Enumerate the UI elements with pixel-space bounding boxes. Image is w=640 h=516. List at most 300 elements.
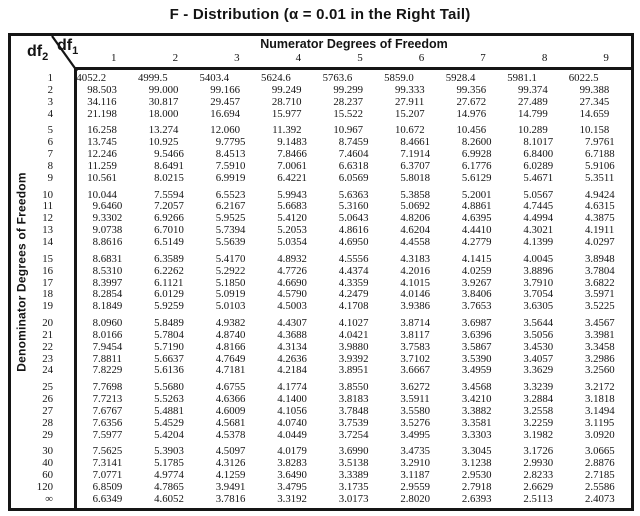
column-header-2: 2 <box>172 52 179 64</box>
column-header-5: 5 <box>357 52 363 64</box>
f-value: 16 .258 <box>87 124 117 137</box>
table-row <box>11 342 631 354</box>
f-value: 8 .0215 <box>154 171 184 184</box>
table-row <box>11 406 631 418</box>
f-value: 6 .5523 <box>215 188 246 201</box>
column-variable-label: $df_1$ <box>57 37 79 58</box>
f-value: 4 .0179 <box>277 445 307 458</box>
f-value: 5 .4120 <box>277 212 307 225</box>
f-value: 3 .2986 <box>584 352 615 365</box>
f-value: 4 .6052 <box>154 492 184 505</box>
f-value: 3 .6667 <box>400 364 431 377</box>
f-value: 4 .0740 <box>277 416 307 429</box>
table-row <box>11 237 631 249</box>
row-header: 10 <box>42 188 53 201</box>
f-value: 7 .5625 <box>92 445 123 458</box>
row-header: 60 <box>42 469 53 482</box>
f-value: 8 .1849 <box>92 300 123 313</box>
f-value: 5 .7394 <box>215 224 246 237</box>
table-row <box>11 161 631 173</box>
f-value: 5 .8489 <box>154 317 184 330</box>
f-value: 5 .0919 <box>215 288 246 301</box>
f-value: 8 .2600 <box>461 136 492 149</box>
row-header: 27 <box>42 404 53 417</box>
f-value: 3 .7054 <box>523 288 554 301</box>
f-value: 4 .8166 <box>215 340 246 353</box>
f-value: 9 .5466 <box>154 148 184 161</box>
f-value: 4 .8616 <box>338 224 369 237</box>
f-value: 2 .5113 <box>523 492 553 505</box>
f-value: 3 .1726 <box>523 445 554 458</box>
f-value: 2 .6629 <box>523 481 554 493</box>
f-value: 2 .5586 <box>584 481 615 493</box>
column-header-6: 6 <box>418 52 425 64</box>
f-value: 9 .7795 <box>215 136 246 149</box>
f-value: 5 .0103 <box>215 300 246 313</box>
f-value: 7 .8466 <box>277 148 307 161</box>
f-value: 3 .8714 <box>400 317 431 330</box>
f-value: 3 .5971 <box>584 288 615 301</box>
f-value: 5 .4529 <box>154 416 184 429</box>
f-value: 6 .9919 <box>215 171 246 184</box>
row-header: 9 <box>47 171 53 184</box>
column-headers <box>83 52 637 64</box>
row-header: 21 <box>42 328 53 341</box>
f-value: 4 .8740 <box>215 328 246 341</box>
f-value: 8 .4661 <box>400 136 431 149</box>
row-header: 24 <box>42 364 53 377</box>
f-value: 5403 .4 <box>199 72 230 84</box>
f-value: 3 .3581 <box>461 416 492 429</box>
f-value: 8 .7459 <box>338 136 369 149</box>
f-value: 15 .977 <box>271 107 302 120</box>
f-value: 5 .0643 <box>338 212 369 225</box>
f-value: 4 .9424 <box>584 188 615 201</box>
f-value: 99 .374 <box>518 83 548 96</box>
f-value: 99 .388 <box>579 83 610 96</box>
f-value: 7 .4604 <box>338 148 369 161</box>
f-value: 3 .8183 <box>338 393 369 406</box>
f-value: 6 .0569 <box>338 171 369 184</box>
f-value: 7 .3141 <box>92 457 123 470</box>
f-value: 3 .7254 <box>338 428 369 441</box>
f-value: 13 .745 <box>87 136 117 149</box>
page-title: F - Distribution (α = 0.01 in the Right Tail) <box>169 6 471 23</box>
f-value: 3 .6987 <box>461 317 492 330</box>
f-value: 3 .2560 <box>584 364 615 377</box>
f-value: 4 .0297 <box>584 235 615 248</box>
f-value: 3 .1494 <box>584 404 615 417</box>
f-value: 99 .166 <box>210 83 240 96</box>
f-value: 8 .5310 <box>92 264 123 277</box>
f-value: 7 .0771 <box>92 469 123 482</box>
f-value: 14 .659 <box>579 107 610 120</box>
f-value: 6 .9266 <box>154 212 184 225</box>
f-value: 3 .8948 <box>584 252 615 265</box>
f-value: 3 .5276 <box>400 416 431 429</box>
f-value: 6 .6349 <box>92 492 123 505</box>
f-value: 3 .7910 <box>523 276 554 289</box>
row-header: 12 <box>42 212 53 225</box>
f-value: 4 .0421 <box>338 328 369 341</box>
f-value: 5 .3903 <box>154 445 184 458</box>
f-value: 21 .198 <box>87 107 117 120</box>
f-value: 3 .9392 <box>338 352 369 365</box>
f-value: 4 .6009 <box>215 404 246 417</box>
f-value: 5 .0692 <box>400 200 431 213</box>
f-value: 11 .259 <box>87 159 117 172</box>
f-value: 4 .7865 <box>154 481 184 493</box>
f-value: 4 .5790 <box>277 288 307 301</box>
row-header: 1 <box>47 72 53 84</box>
f-value: 7 .5594 <box>154 188 184 201</box>
f-value: 8 .6831 <box>92 252 123 265</box>
f-value: 6 .3707 <box>400 159 431 172</box>
f-value: 5 .4671 <box>523 171 554 184</box>
row-group <box>11 73 631 120</box>
f-value: 3 .5580 <box>400 404 431 417</box>
f-value: 13 .274 <box>148 124 179 137</box>
f-value: 6 .5149 <box>154 235 184 248</box>
f-value: 5 .1785 <box>154 457 184 470</box>
f-value: 10 .925 <box>148 136 179 149</box>
f-value: 34 .116 <box>87 95 117 108</box>
f-value: 4 .8861 <box>461 200 492 213</box>
row-header: 19 <box>42 300 53 313</box>
f-value: 2 .7918 <box>461 481 492 493</box>
table-body <box>11 73 631 508</box>
f-value: 4 .1911 <box>584 224 615 237</box>
f-value: 4 .5556 <box>338 252 369 265</box>
row-group <box>11 382 631 441</box>
f-value: 3 .8550 <box>338 381 369 394</box>
f-value: 3 .5390 <box>461 352 492 365</box>
f-value: 5 .1850 <box>215 276 246 289</box>
f-value: 3 .9267 <box>461 276 492 289</box>
row-header: 25 <box>42 381 53 394</box>
f-value: 4 .4307 <box>277 317 307 330</box>
f-value: 3 .0920 <box>584 428 615 441</box>
f-value: 6 .4221 <box>277 171 307 184</box>
f-value: 3 .3192 <box>277 492 307 505</box>
f-value: 3 .8283 <box>277 457 307 470</box>
f-value: 8 .1017 <box>523 136 554 149</box>
f-value: 27 .345 <box>579 95 610 108</box>
f-value: 5 .2001 <box>461 188 492 201</box>
f-value: 4 .7726 <box>277 264 307 277</box>
f-value: 3 .3981 <box>584 328 615 341</box>
f-value: 5 .0567 <box>523 188 554 201</box>
f-value: 2 .7185 <box>584 469 615 482</box>
f-value: 2 .9530 <box>461 469 492 482</box>
f-value: 5 .0354 <box>277 235 307 248</box>
f-value: 3 .9386 <box>400 300 431 313</box>
f-value: 4 .6755 <box>215 381 246 394</box>
f-value: 5 .2053 <box>277 224 307 237</box>
f-value: 3 .5056 <box>523 328 554 341</box>
f-value: 3 .6272 <box>400 381 431 394</box>
row-group <box>11 125 631 184</box>
row-header: 40 <box>42 457 53 470</box>
f-value: 4 .0259 <box>461 264 492 277</box>
f-value: 4 .3359 <box>338 276 369 289</box>
f-value: 4 .4410 <box>461 224 492 237</box>
f-value: 4 .1708 <box>338 300 369 313</box>
f-value: 8 .8616 <box>92 235 123 248</box>
f-value: 3 .3045 <box>461 445 492 458</box>
f-value: 5 .3858 <box>400 188 431 201</box>
f-value: 5763 .6 <box>322 72 353 84</box>
f-value: 3 .5225 <box>584 300 615 313</box>
f-value: 5 .8018 <box>400 171 431 184</box>
column-header-4: 4 <box>295 52 302 64</box>
f-value: 5 .3511 <box>584 171 615 184</box>
f-value: 10 .289 <box>518 124 548 137</box>
f-value: 7 .5977 <box>92 428 123 441</box>
f-value: 4 .4374 <box>338 264 369 277</box>
f-value: 5 .9106 <box>584 159 615 172</box>
f-value: 6 .1776 <box>461 159 492 172</box>
f-value: 4 .1027 <box>338 317 369 330</box>
f-value: 3 .2884 <box>523 393 554 406</box>
row-header: 29 <box>42 428 53 441</box>
f-value: 4 .7181 <box>215 364 246 377</box>
f-value: 4 .5003 <box>277 300 307 313</box>
f-value: 6 .9928 <box>461 148 492 161</box>
f-value: 99 .333 <box>394 83 425 96</box>
f-value: 3 .8117 <box>400 328 430 341</box>
f-value: 7 .8811 <box>92 352 122 365</box>
f-value: 3 .5138 <box>338 457 369 470</box>
row-header: 15 <box>42 252 53 265</box>
f-value: 6 .1121 <box>154 276 184 289</box>
f-value: 11 .392 <box>272 124 302 137</box>
f-value: 3 .3389 <box>338 469 369 482</box>
f-value: 5 .4204 <box>154 428 184 441</box>
numerator-axis-label: Numerator Degrees of Freedom <box>260 37 448 51</box>
table-frame <box>8 33 634 511</box>
f-value: 4 .5681 <box>215 416 246 429</box>
f-value: 10 .044 <box>87 188 117 201</box>
f-value: 27 .489 <box>518 95 548 108</box>
f-value: 3 .7539 <box>338 416 369 429</box>
f-value: 3 .1187 <box>400 469 430 482</box>
f-value: 3 .9491 <box>215 481 246 493</box>
f-value: 6 .7010 <box>154 224 184 237</box>
f-value: 3 .2172 <box>584 381 615 394</box>
row-header: 5 <box>47 124 53 137</box>
row-header: 20 <box>42 317 53 330</box>
f-value: 3 .4567 <box>584 317 615 330</box>
row-header: 18 <box>42 288 53 301</box>
f-value: 3 .8951 <box>338 364 369 377</box>
f-value: 16 .694 <box>210 107 240 120</box>
f-value: 5 .7804 <box>154 328 184 341</box>
f-value: 4 .2636 <box>277 352 307 365</box>
row-header: 2 <box>47 83 53 96</box>
f-value: 6 .0129 <box>154 288 184 301</box>
f-value: 14 .799 <box>518 107 548 120</box>
f-value: 4999 .5 <box>137 72 168 84</box>
row-header: 120 <box>36 481 53 493</box>
f-value: 3 .5911 <box>400 393 430 406</box>
f-value: 7 .6356 <box>92 416 123 429</box>
f-value: 2 .9559 <box>400 481 431 493</box>
table-row <box>11 418 631 430</box>
f-value: 3 .5867 <box>461 340 492 353</box>
f-value: 4 .7445 <box>523 200 554 213</box>
f-value: 7 .5910 <box>215 159 246 172</box>
f-value: 4 .9382 <box>215 317 246 330</box>
f-value: 4 .3183 <box>400 252 431 265</box>
table-row <box>11 301 631 313</box>
f-value: 5 .3160 <box>338 200 369 213</box>
f-value: 4 .7649 <box>215 352 246 365</box>
f-value: 3 .7804 <box>584 264 615 277</box>
row-header: 30 <box>42 445 53 458</box>
f-value: 99 .000 <box>148 83 179 96</box>
f-value: 8 .2854 <box>92 288 123 301</box>
f-value: 4 .6366 <box>215 393 246 406</box>
f-value: 6 .2167 <box>215 200 246 213</box>
header-divider-line <box>74 67 631 70</box>
f-value: 4 .1415 <box>461 252 492 265</box>
f-value: 3 .4735 <box>400 445 431 458</box>
row-header: 13 <box>42 224 53 237</box>
row-group <box>11 318 631 377</box>
column-header-7: 7 <box>480 52 486 64</box>
f-value: 29 .457 <box>210 95 240 108</box>
f-value: 5 .7190 <box>154 340 184 353</box>
f-value: 3 .1818 <box>584 393 615 406</box>
f-value: 10 .672 <box>394 124 425 137</box>
f-value: 3 .2259 <box>523 416 554 429</box>
f-value: 28 .710 <box>271 95 302 108</box>
f-value: 4 .3134 <box>277 340 307 353</box>
f-value: 7 .2057 <box>154 200 184 213</box>
f-value: 3 .2558 <box>523 404 554 417</box>
f-value: 3 .9880 <box>338 340 369 353</box>
row-header: 8 <box>47 159 53 172</box>
f-value: 6 .2262 <box>154 264 184 277</box>
f-value: 4 .0146 <box>400 288 431 301</box>
f-value: 5 .6683 <box>277 200 307 213</box>
f-value: 4 .1015 <box>400 276 431 289</box>
f-value: 3 .3629 <box>523 364 554 377</box>
f-value: 5 .6363 <box>338 188 369 201</box>
column-header-8: 8 <box>541 52 548 64</box>
table-row <box>11 97 631 109</box>
row-group <box>11 254 631 313</box>
f-value: 5 .5263 <box>154 393 184 406</box>
f-value: 4 .6315 <box>584 200 615 213</box>
f-value: 7 .8229 <box>92 364 123 377</box>
f-value: 6022 .5 <box>568 72 599 84</box>
f-value: 5 .6129 <box>461 171 492 184</box>
f-value: 5 .5680 <box>154 381 184 394</box>
f-value: 6 .6318 <box>338 159 369 172</box>
f-value: 3 .7848 <box>338 404 369 417</box>
f-value: 3 .4795 <box>277 481 307 493</box>
f-value: 4 .1400 <box>277 393 307 406</box>
table-row <box>11 254 631 266</box>
f-value: 5 .5639 <box>215 235 246 248</box>
row-variable-label: $df_2$ <box>27 43 49 64</box>
f-value: 8 .0960 <box>92 317 123 330</box>
f-value: 7 .9761 <box>584 136 615 149</box>
f-value: 3 .8896 <box>523 264 554 277</box>
f-value: 7 .9454 <box>92 340 123 353</box>
f-value: 4 .0449 <box>277 428 307 441</box>
f-value: 15 .522 <box>333 107 364 120</box>
f-value: 3 .1238 <box>461 457 492 470</box>
f-value: 8 .3997 <box>92 276 123 289</box>
f-value: 5 .6637 <box>154 352 184 365</box>
f-value: 5 .4170 <box>215 252 246 265</box>
f-value: 4 .5097 <box>215 445 246 458</box>
f-value: 5 .9943 <box>277 188 307 201</box>
f-value: 3 .1982 <box>523 428 554 441</box>
f-value: 5928 .4 <box>445 72 476 84</box>
f-value: 6 .0289 <box>523 159 554 172</box>
f-value: 2 .4073 <box>584 492 615 505</box>
f-value: 4 .1259 <box>215 469 246 482</box>
f-value: 3 .4210 <box>461 393 492 406</box>
f-value: 7 .7213 <box>92 393 123 406</box>
f-value: 3 .4057 <box>523 352 554 365</box>
f-value: 3 .3458 <box>584 340 615 353</box>
f-value: 4 .2184 <box>277 364 307 377</box>
f-value: 9 .6460 <box>92 200 123 213</box>
f-value: 27 .672 <box>456 95 487 108</box>
f-value: 3 .3239 <box>523 381 554 394</box>
f-value: 4 .6204 <box>400 224 431 237</box>
table-row <box>11 365 631 377</box>
row-header: 26 <box>42 393 53 406</box>
row-header: 23 <box>42 352 53 365</box>
row-header: ∞ <box>45 492 53 505</box>
table-row <box>11 173 631 185</box>
f-value: 3 .6490 <box>277 469 307 482</box>
f-value: 3 .3303 <box>461 428 492 441</box>
row-header: 22 <box>42 340 53 353</box>
table-row <box>11 430 631 442</box>
table-row <box>11 266 631 278</box>
f-value: 9 .1483 <box>277 136 307 149</box>
f-value: 10 .158 <box>579 124 610 137</box>
f-value: 18 .000 <box>148 107 179 120</box>
f-value: 30 .817 <box>148 95 179 108</box>
f-value: 4 .5378 <box>215 428 246 441</box>
f-value: 99 .356 <box>456 83 487 96</box>
f-value: 3 .4959 <box>461 364 492 377</box>
row-header: 11 <box>42 200 53 213</box>
f-value: 7 .1914 <box>400 148 431 161</box>
f-value: 3 .4530 <box>523 340 554 353</box>
row-group <box>11 190 631 249</box>
f-value: 8 .4513 <box>215 148 246 161</box>
f-value: 5 .2922 <box>215 264 246 277</box>
f-value: 4 .3688 <box>277 328 307 341</box>
row-header: 17 <box>42 276 53 289</box>
f-value: 5624 .6 <box>261 72 291 84</box>
f-value: 5981 .1 <box>507 72 537 84</box>
f-value: 3 .2910 <box>400 457 431 470</box>
f-value: 4052 .2 <box>76 72 107 84</box>
f-value: 4 .3021 <box>523 224 554 237</box>
f-value: 4 .8206 <box>400 212 431 225</box>
f-value: 4 .1056 <box>277 404 307 417</box>
